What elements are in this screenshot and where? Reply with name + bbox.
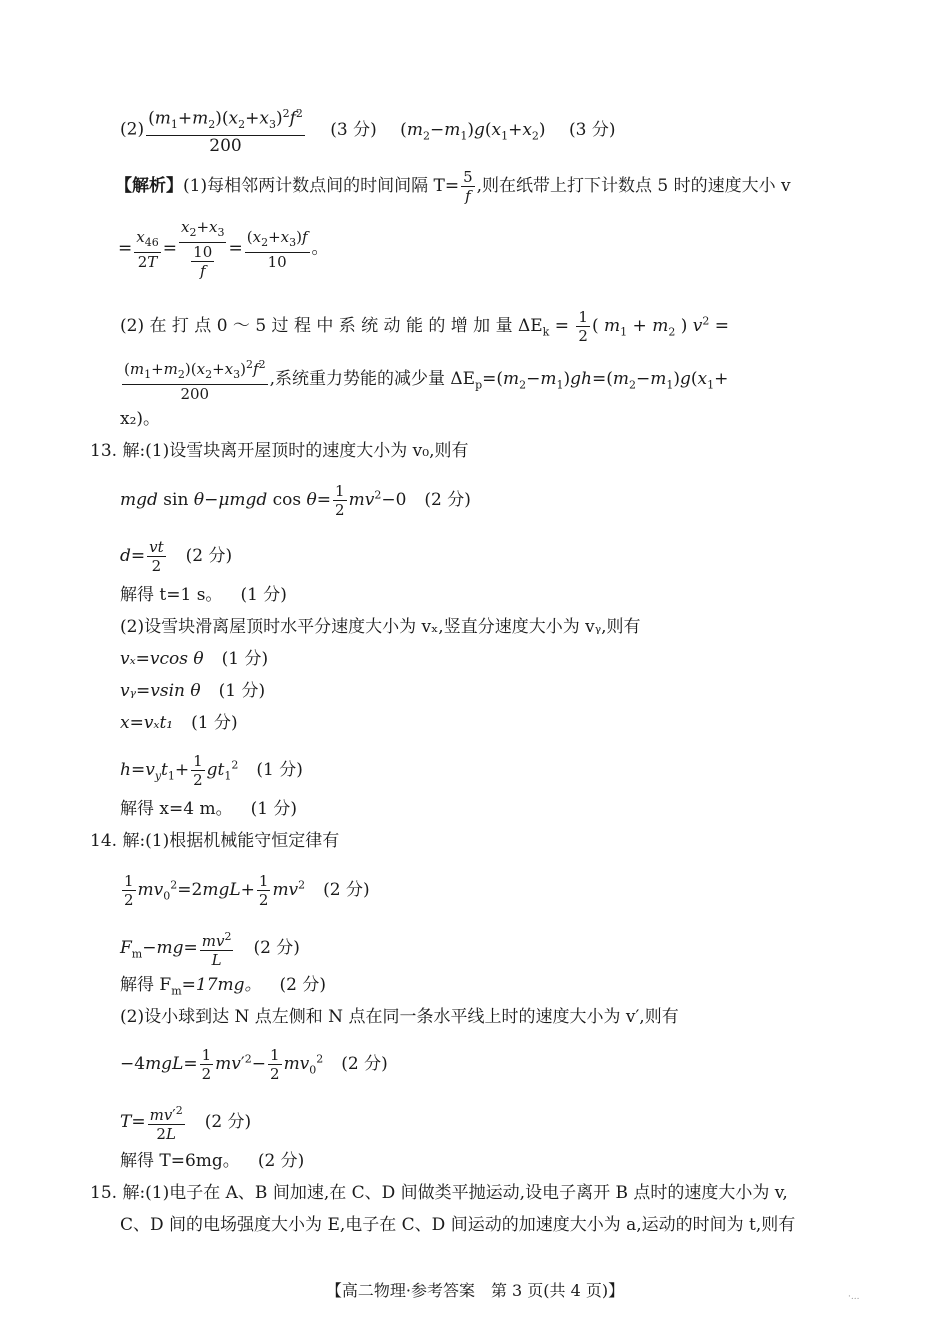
q14-eq4: T= $\frac{mv'^2}{2L}$ (2 分): [120, 1104, 252, 1143]
q13-part2: (2)设雪块滑离屋顶时水平分速度大小为 vₓ,竖直分速度大小为 vᵧ,则有: [120, 617, 641, 637]
q13-res2: [120, 798, 297, 820]
q13-res2-pts: (1 分): [250, 799, 298, 819]
q14-res1-value: =17mg。: [181, 975, 262, 995]
q13-eq3-pts: (1 分): [221, 649, 269, 669]
q12-analysis-potential-text: ,系统重力势能的减少量 ΔE: [269, 369, 476, 389]
q13-eq6: $h=v_yt_1+$ $\frac{1}{2}$ $gt_1^2$ (1 分): [120, 752, 303, 789]
q12-pts-1: (3 分): [330, 119, 377, 140]
q13-eq4-text: vᵧ=vsin θ: [120, 681, 201, 701]
q12-pts-2: (3 分): [568, 119, 616, 140]
period-fraction: $\frac{5}{f}$: [463, 168, 473, 205]
q12-analysis-line3: (2) 在 打 点 0 ～ 5 过 程 中 系 统 动 能 的 增 加 量 $\Delta E_k$ = $\frac{1}{2}$ ( $m_1 + m_2$ ) $v^2$ =: [120, 308, 730, 345]
q14-res2: [120, 1150, 304, 1172]
q14-eq3-pts: (2 分): [341, 1054, 388, 1074]
q14-eq3: −4mgL= $\frac{1}{2}$ $mv'^2-$ $\frac{1}{2}$ $mv_0^2$ (2 分): [120, 1046, 388, 1083]
q12-analysis-text-b: ,则在纸带上打下计数点 5 时的速度大小 v: [476, 176, 791, 196]
q13-res1-text: 解得 t=1 s。: [120, 585, 223, 605]
q13-eq2-pts: (2 分): [185, 546, 233, 566]
q12-part2-prefix: (2): [120, 119, 145, 140]
q15-line2: C、D 间的电场强度大小为 E,电子在 C、D 间运动的加速度大小为 a,运动的时间为 t,则有: [120, 1215, 796, 1235]
q13-eq4: [120, 680, 265, 702]
q14-eq2-pts: (2 分): [253, 938, 300, 958]
q13-res1-pts: (1 分): [240, 585, 287, 605]
q13-eq3-text: vₓ=vcos θ: [120, 649, 204, 669]
q13-eq5: [120, 712, 238, 734]
q13-eq1: mgd sin θ−μmgd cos θ= $\frac{1}{2}$ $mv^2-0$ (2 分): [120, 482, 471, 519]
q15-line1: 15. 解:(1)电子在 A、B 间加速,在 C、D 间做类平抛运动,设电子离开 B 点时的速度大小为 v,: [90, 1183, 788, 1203]
q14-part2: (2)设小球到达 N 点左侧和 N 点在同一条水平线上时的速度大小为 v′,则有: [120, 1007, 679, 1027]
q12-kinetic-fraction: $\frac{(m_1+m_2)(x_2+x_3)^2f^2}{200}$: [146, 104, 305, 156]
q14-res2-text: 解得 T=6mg。: [120, 1151, 240, 1171]
q13-eq3: [120, 648, 268, 670]
q13-eq6-pts: (1 分): [256, 760, 303, 780]
q12-part2-answer: (2) $\frac{(m_1+m_2)(x_2+x_3)^2f^2}{200}$ (3 分) $(m_2-m_1)g(x_1+x_2)$ (3 分): [120, 104, 615, 156]
q12-analysis-line5: x₂)。: [120, 409, 161, 429]
page-footer: 【高二物理·参考答案 第 3 页(共 4 页)】: [325, 1281, 625, 1300]
q13-res2-text: 解得 x=4 m。: [120, 799, 233, 819]
q14-res1-text: 解得 F: [120, 975, 172, 995]
q12-analysis-line2: = $\frac{x_{46}}{2T}$ = $\frac{x_2+x_3}{\frac{10}{f}}$ = $\frac{(x_2+x_3)f}{10}$ 。: [118, 218, 329, 280]
q14-res1: 解得 $F_m=17mg$。 (2 分): [120, 975, 327, 998]
q12-analysis-kinetic-text: (2) 在 打 点 0 ～ 5 过 程 中 系 统 动 能 的 增 加 量 ΔE: [120, 316, 543, 336]
q12-analysis-line4: $\frac{(m_1+m_2)(x_2+x_3)^2f^2}{200}$ ,系统重力势能的减少量 $\Delta E_p=(m_2-m_1)gh=(m_2-m_1)g(x_1+$: [124, 358, 729, 403]
q13-eq5-text: x=vₓt₁: [120, 713, 174, 733]
corner-mark: ·...: [848, 1292, 860, 1302]
q13-head: 13. 解:(1)设雪块离开屋顶时的速度大小为 v₀,则有: [90, 441, 469, 461]
q12-analysis-line1: [115, 168, 791, 205]
q13-eq4-pts: (1 分): [218, 681, 266, 701]
q14-eq2: $F_m-mg=$ $\frac{mv^2}{L}$ (2 分): [120, 930, 300, 969]
q14-eq1-pts: (2 分): [323, 880, 370, 900]
q14-eq1: $\frac{1}{2}$ $mv_0^2=2mgL+$ $\frac{1}{2}$ $mv^2$ (2 分): [124, 872, 370, 909]
q13-eq1-pts: (2 分): [424, 490, 471, 510]
q14-head: 14. 解:(1)根据机械能守恒定律有: [90, 831, 340, 851]
q12-analysis-end: 。: [311, 238, 329, 259]
q14-eq4-pts: (2 分): [204, 1112, 252, 1132]
q14-res2-pts: (2 分): [257, 1151, 305, 1171]
q13-eq2: d= $\frac{vt}{2}$ (2 分): [120, 538, 233, 575]
q14-res1-pts: (2 分): [279, 975, 327, 995]
q13-res1: [120, 584, 287, 606]
q12-analysis-text-a: (1)每相邻两计数点间的时间间隔 T=: [183, 176, 460, 196]
analysis-tag: 【解析】: [115, 176, 183, 196]
q13-eq5-pts: (1 分): [191, 713, 238, 733]
